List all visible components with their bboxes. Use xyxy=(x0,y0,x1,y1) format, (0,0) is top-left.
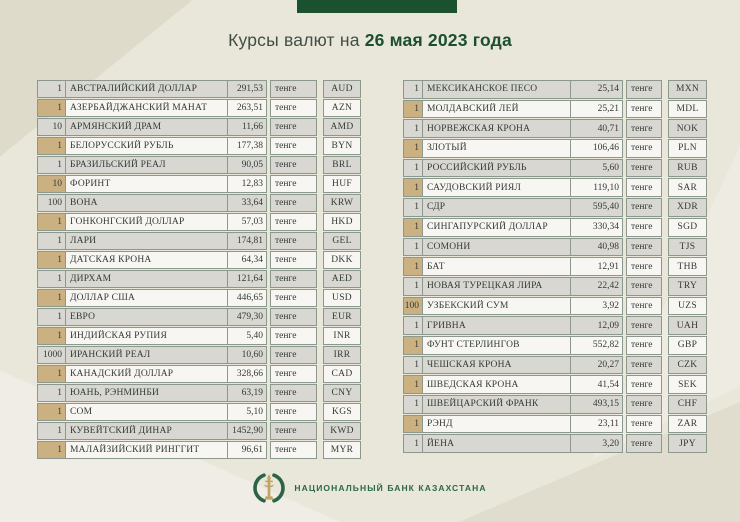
rate-cell: 96,61 xyxy=(228,441,267,459)
rate-cell: 119,10 xyxy=(571,178,623,197)
currency-name-cell: ЙЕНА xyxy=(423,434,571,453)
currency-code-cell: CZK xyxy=(668,356,707,375)
currency-code-cell: AZN xyxy=(323,99,361,117)
unit-cell: тенге xyxy=(270,156,317,174)
quantity-cell: 1 xyxy=(403,139,423,158)
quantity-cell: 1 xyxy=(37,327,66,345)
unit-cell: тенге xyxy=(270,327,317,345)
rate-cell: 11,66 xyxy=(228,118,267,136)
quantity-cell: 1 xyxy=(403,277,423,296)
currency-code-cell: SEK xyxy=(668,375,707,394)
currency-name-cell: ДАТСКАЯ КРОНА xyxy=(66,251,228,269)
currency-code-cell: EUR xyxy=(323,308,361,326)
currency-code-cell: MDL xyxy=(668,100,707,119)
currency-name-cell: ВОНА xyxy=(66,194,228,212)
table-row xyxy=(403,238,707,257)
currency-name-cell: ИРАНСКИЙ РЕАЛ xyxy=(66,346,228,364)
unit-cell: тенге xyxy=(270,118,317,136)
currency-code-cell: JPY xyxy=(668,434,707,453)
table-row xyxy=(37,80,361,98)
table-row xyxy=(403,119,707,138)
quantity-cell: 1 xyxy=(37,232,66,250)
quantity-cell: 1 xyxy=(37,403,66,421)
unit-cell: тенге xyxy=(270,213,317,231)
unit-cell: тенге xyxy=(270,232,317,250)
currency-code-cell: INR xyxy=(323,327,361,345)
unit-cell: тенге xyxy=(626,100,662,119)
rate-cell: 3,20 xyxy=(571,434,623,453)
currency-code-cell: UAH xyxy=(668,316,707,335)
quantity-cell: 1 xyxy=(37,289,66,307)
table-row xyxy=(37,194,361,212)
table-row xyxy=(403,198,707,217)
unit-cell: тенге xyxy=(626,415,662,434)
currency-code-cell: IRR xyxy=(323,346,361,364)
rate-cell: 330,34 xyxy=(571,218,623,237)
rate-cell: 174,81 xyxy=(228,232,267,250)
table-row xyxy=(403,316,707,335)
unit-cell: тенге xyxy=(270,346,317,364)
quantity-cell: 1 xyxy=(37,308,66,326)
currency-name-cell: СОМ xyxy=(66,403,228,421)
quantity-cell: 1 xyxy=(37,365,66,383)
table-row xyxy=(403,336,707,355)
currency-code-cell: DKK xyxy=(323,251,361,269)
currency-code-cell: RUB xyxy=(668,159,707,178)
table-row xyxy=(403,375,707,394)
rate-cell: 23,11 xyxy=(571,415,623,434)
rate-cell: 263,51 xyxy=(228,99,267,117)
rate-cell: 5,40 xyxy=(228,327,267,345)
quantity-cell: 1 xyxy=(403,336,423,355)
table-row xyxy=(403,277,707,296)
table-row xyxy=(37,137,361,155)
currency-name-cell: КУВЕЙТСКИЙ ДИНАР xyxy=(66,422,228,440)
table-row xyxy=(403,139,707,158)
currency-name-cell: БАТ xyxy=(423,257,571,276)
currency-name-cell: МЕКСИКАНСКОЕ ПЕСО xyxy=(423,80,571,99)
rate-cell: 5,60 xyxy=(571,159,623,178)
table-row xyxy=(37,175,361,193)
quantity-cell: 1 xyxy=(37,99,66,117)
unit-cell: тенге xyxy=(626,119,662,138)
quantity-cell: 1 xyxy=(403,238,423,257)
unit-cell: тенге xyxy=(626,159,662,178)
currency-code-cell: BRL xyxy=(323,156,361,174)
rate-cell: 40,98 xyxy=(571,238,623,257)
currency-name-cell: ДИРХАМ xyxy=(66,270,228,288)
unit-cell: тенге xyxy=(270,384,317,402)
table-row xyxy=(403,80,707,99)
quantity-cell: 1 xyxy=(403,218,423,237)
table-row xyxy=(37,289,361,307)
unit-cell: тенге xyxy=(626,297,662,316)
currency-code-cell: AED xyxy=(323,270,361,288)
header-accent-bar xyxy=(297,0,457,13)
quantity-cell: 1 xyxy=(403,178,423,197)
unit-cell: тенге xyxy=(270,194,317,212)
currency-code-cell: NOK xyxy=(668,119,707,138)
quantity-cell: 1 xyxy=(37,80,66,98)
currency-code-cell: KWD xyxy=(323,422,361,440)
table-row xyxy=(37,99,361,117)
currency-name-cell: ГРИВНА xyxy=(423,316,571,335)
currency-name-cell: ФУНТ СТЕРЛИНГОВ xyxy=(423,336,571,355)
table-row xyxy=(403,257,707,276)
rate-cell: 57,03 xyxy=(228,213,267,231)
currency-name-cell: НОРВЕЖСКАЯ КРОНА xyxy=(423,119,571,138)
quantity-cell: 1 xyxy=(37,384,66,402)
currency-code-cell: THB xyxy=(668,257,707,276)
currency-code-cell: HUF xyxy=(323,175,361,193)
currency-name-cell: ЗЛОТЫЙ xyxy=(423,139,571,158)
unit-cell: тенге xyxy=(626,80,662,99)
unit-cell: тенге xyxy=(270,403,317,421)
table-row xyxy=(403,395,707,414)
rate-cell: 479,30 xyxy=(228,308,267,326)
unit-cell: тенге xyxy=(626,178,662,197)
quantity-cell: 1 xyxy=(37,213,66,231)
rate-cell: 5,10 xyxy=(228,403,267,421)
currency-name-cell: УЗБЕКСКИЙ СУМ xyxy=(423,297,571,316)
table-row xyxy=(403,356,707,375)
quantity-cell: 1 xyxy=(403,415,423,434)
table-row xyxy=(37,118,361,136)
quantity-cell: 1 xyxy=(403,198,423,217)
table-row xyxy=(403,100,707,119)
quantity-cell: 1 xyxy=(403,375,423,394)
bank-name: НАЦИОНАЛЬНЫЙ БАНК КАЗАХСТАНА xyxy=(294,483,487,493)
table-row xyxy=(37,422,361,440)
unit-cell: тенге xyxy=(270,99,317,117)
quantity-cell: 1 xyxy=(37,270,66,288)
rate-cell: 22,42 xyxy=(571,277,623,296)
currency-code-cell: CHF xyxy=(668,395,707,414)
table-row xyxy=(37,213,361,231)
currency-code-cell: GEL xyxy=(323,232,361,250)
unit-cell: тенге xyxy=(626,238,662,257)
currency-code-cell: USD xyxy=(323,289,361,307)
currency-name-cell: АЗЕРБАЙДЖАНСКИЙ МАНАТ xyxy=(66,99,228,117)
table-row xyxy=(37,346,361,364)
rate-cell: 41,54 xyxy=(571,375,623,394)
unit-cell: тенге xyxy=(270,422,317,440)
unit-cell: тенге xyxy=(270,251,317,269)
currency-code-cell: UZS xyxy=(668,297,707,316)
table-row xyxy=(37,441,361,459)
currency-code-cell: KGS xyxy=(323,403,361,421)
table-row xyxy=(37,251,361,269)
currency-code-cell: TRY xyxy=(668,277,707,296)
currency-code-cell: TJS xyxy=(668,238,707,257)
quantity-cell: 100 xyxy=(403,297,423,316)
rate-cell: 3,92 xyxy=(571,297,623,316)
table-row xyxy=(403,178,707,197)
unit-cell: тенге xyxy=(270,270,317,288)
rate-cell: 493,15 xyxy=(571,395,623,414)
rate-cell: 552,82 xyxy=(571,336,623,355)
quantity-cell: 1 xyxy=(403,356,423,375)
table-row xyxy=(37,156,361,174)
currency-code-cell: GBP xyxy=(668,336,707,355)
national-bank-logo-icon xyxy=(253,472,285,504)
table-row xyxy=(403,415,707,434)
rate-cell: 40,71 xyxy=(571,119,623,138)
currency-code-cell: HKD xyxy=(323,213,361,231)
rate-cell: 10,60 xyxy=(228,346,267,364)
table-row xyxy=(403,434,707,453)
currency-name-cell: САУДОВСКИЙ РИЯЛ xyxy=(423,178,571,197)
currency-code-cell: KRW xyxy=(323,194,361,212)
quantity-cell: 1000 xyxy=(37,346,66,364)
unit-cell: тенге xyxy=(270,175,317,193)
page-title xyxy=(0,30,740,51)
rate-cell: 12,83 xyxy=(228,175,267,193)
unit-cell: тенге xyxy=(626,336,662,355)
currency-name-cell: ИНДИЙСКАЯ РУПИЯ xyxy=(66,327,228,345)
rate-cell: 25,21 xyxy=(571,100,623,119)
unit-cell: тенге xyxy=(626,139,662,158)
currency-name-cell: ШВЕДСКАЯ КРОНА xyxy=(423,375,571,394)
unit-cell: тенге xyxy=(626,218,662,237)
unit-cell: тенге xyxy=(626,395,662,414)
table-row xyxy=(37,403,361,421)
currency-name-cell: ЮАНЬ, РЭНМИНБИ xyxy=(66,384,228,402)
rate-cell: 106,46 xyxy=(571,139,623,158)
title-prefix: Курсы валют на xyxy=(228,30,365,50)
currency-code-cell: ZAR xyxy=(668,415,707,434)
currency-code-cell: PLN xyxy=(668,139,707,158)
currency-name-cell: МОЛДАВСКИЙ ЛЕЙ xyxy=(423,100,571,119)
currency-name-cell: ЧЕШСКАЯ КРОНА xyxy=(423,356,571,375)
currency-name-cell: ЛАРИ xyxy=(66,232,228,250)
table-row xyxy=(403,297,707,316)
quantity-cell: 1 xyxy=(37,422,66,440)
table-row xyxy=(403,159,707,178)
quantity-cell: 1 xyxy=(37,137,66,155)
table-row xyxy=(37,308,361,326)
unit-cell: тенге xyxy=(626,257,662,276)
unit-cell: тенге xyxy=(626,277,662,296)
currency-code-cell: BYN xyxy=(323,137,361,155)
currency-name-cell: БРАЗИЛЬСКИЙ РЕАЛ xyxy=(66,156,228,174)
unit-cell: тенге xyxy=(626,375,662,394)
currency-code-cell: CAD xyxy=(323,365,361,383)
currency-code-cell: SAR xyxy=(668,178,707,197)
unit-cell: тенге xyxy=(626,356,662,375)
unit-cell: тенге xyxy=(270,80,317,98)
table-row xyxy=(37,384,361,402)
rate-cell: 121,64 xyxy=(228,270,267,288)
currency-name-cell: КАНАДСКИЙ ДОЛЛАР xyxy=(66,365,228,383)
currency-code-cell: SGD xyxy=(668,218,707,237)
unit-cell: тенге xyxy=(270,137,317,155)
currency-name-cell: ДОЛЛАР США xyxy=(66,289,228,307)
currency-name-cell: ГОНКОНГСКИЙ ДОЛЛАР xyxy=(66,213,228,231)
quantity-cell: 1 xyxy=(403,100,423,119)
rate-cell: 446,65 xyxy=(228,289,267,307)
currency-code-cell: CNY xyxy=(323,384,361,402)
unit-cell: тенге xyxy=(270,365,317,383)
rate-cell: 177,38 xyxy=(228,137,267,155)
currency-name-cell: СОМОНИ xyxy=(423,238,571,257)
currency-code-cell: MYR xyxy=(323,441,361,459)
currency-name-cell: НОВАЯ ТУРЕЦКАЯ ЛИРА xyxy=(423,277,571,296)
table-row xyxy=(37,365,361,383)
rate-cell: 291,53 xyxy=(228,80,267,98)
rate-cell: 63,19 xyxy=(228,384,267,402)
unit-cell: тенге xyxy=(626,198,662,217)
quantity-cell: 1 xyxy=(403,316,423,335)
currency-name-cell: РЭНД xyxy=(423,415,571,434)
currency-code-cell: AUD xyxy=(323,80,361,98)
table-row xyxy=(37,232,361,250)
currency-name-cell: АВСТРАЛИЙСКИЙ ДОЛЛАР xyxy=(66,80,228,98)
currency-name-cell: ЕВРО xyxy=(66,308,228,326)
quantity-cell: 1 xyxy=(37,441,66,459)
rate-cell: 33,64 xyxy=(228,194,267,212)
currency-name-cell: ФОРИНТ xyxy=(66,175,228,193)
unit-cell: тенге xyxy=(626,316,662,335)
quantity-cell: 1 xyxy=(37,156,66,174)
currency-name-cell: ШВЕЙЦАРСКИЙ ФРАНК xyxy=(423,395,571,414)
unit-cell: тенге xyxy=(270,289,317,307)
currency-code-cell: XDR xyxy=(668,198,707,217)
table-row xyxy=(37,327,361,345)
quantity-cell: 100 xyxy=(37,194,66,212)
rate-cell: 64,34 xyxy=(228,251,267,269)
quantity-cell: 1 xyxy=(37,251,66,269)
currency-name-cell: СИНГАПУРСКИЙ ДОЛЛАР xyxy=(423,218,571,237)
table-row xyxy=(403,218,707,237)
quantity-cell: 10 xyxy=(37,175,66,193)
quantity-cell: 1 xyxy=(403,119,423,138)
unit-cell: тенге xyxy=(270,308,317,326)
quantity-cell: 1 xyxy=(403,159,423,178)
quantity-cell: 1 xyxy=(403,395,423,414)
currency-name-cell: БЕЛОРУССКИЙ РУБЛЬ xyxy=(66,137,228,155)
footer xyxy=(0,471,740,505)
quantity-cell: 1 xyxy=(403,257,423,276)
unit-cell: тенге xyxy=(626,434,662,453)
rate-cell: 90,05 xyxy=(228,156,267,174)
rate-cell: 20,27 xyxy=(571,356,623,375)
currency-table-left xyxy=(37,80,361,460)
rate-cell: 12,91 xyxy=(571,257,623,276)
quantity-cell: 10 xyxy=(37,118,66,136)
currency-name-cell: АРМЯНСКИЙ ДРАМ xyxy=(66,118,228,136)
currency-code-cell: AMD xyxy=(323,118,361,136)
currency-code-cell: MXN xyxy=(668,80,707,99)
rate-cell: 25,14 xyxy=(571,80,623,99)
rate-cell: 328,66 xyxy=(228,365,267,383)
unit-cell: тенге xyxy=(270,441,317,459)
currency-table-right xyxy=(403,80,707,454)
table-row xyxy=(37,270,361,288)
rate-cell: 1452,90 xyxy=(228,422,267,440)
quantity-cell: 1 xyxy=(403,80,423,99)
currency-name-cell: МАЛАЙЗИЙСКИЙ РИНГГИТ xyxy=(66,441,228,459)
quantity-cell: 1 xyxy=(403,434,423,453)
currency-name-cell: РОССИЙСКИЙ РУБЛЬ xyxy=(423,159,571,178)
currency-name-cell: СДР xyxy=(423,198,571,217)
rate-cell: 12,09 xyxy=(571,316,623,335)
title-date: 26 мая 2023 года xyxy=(364,30,512,50)
rate-cell: 595,40 xyxy=(571,198,623,217)
